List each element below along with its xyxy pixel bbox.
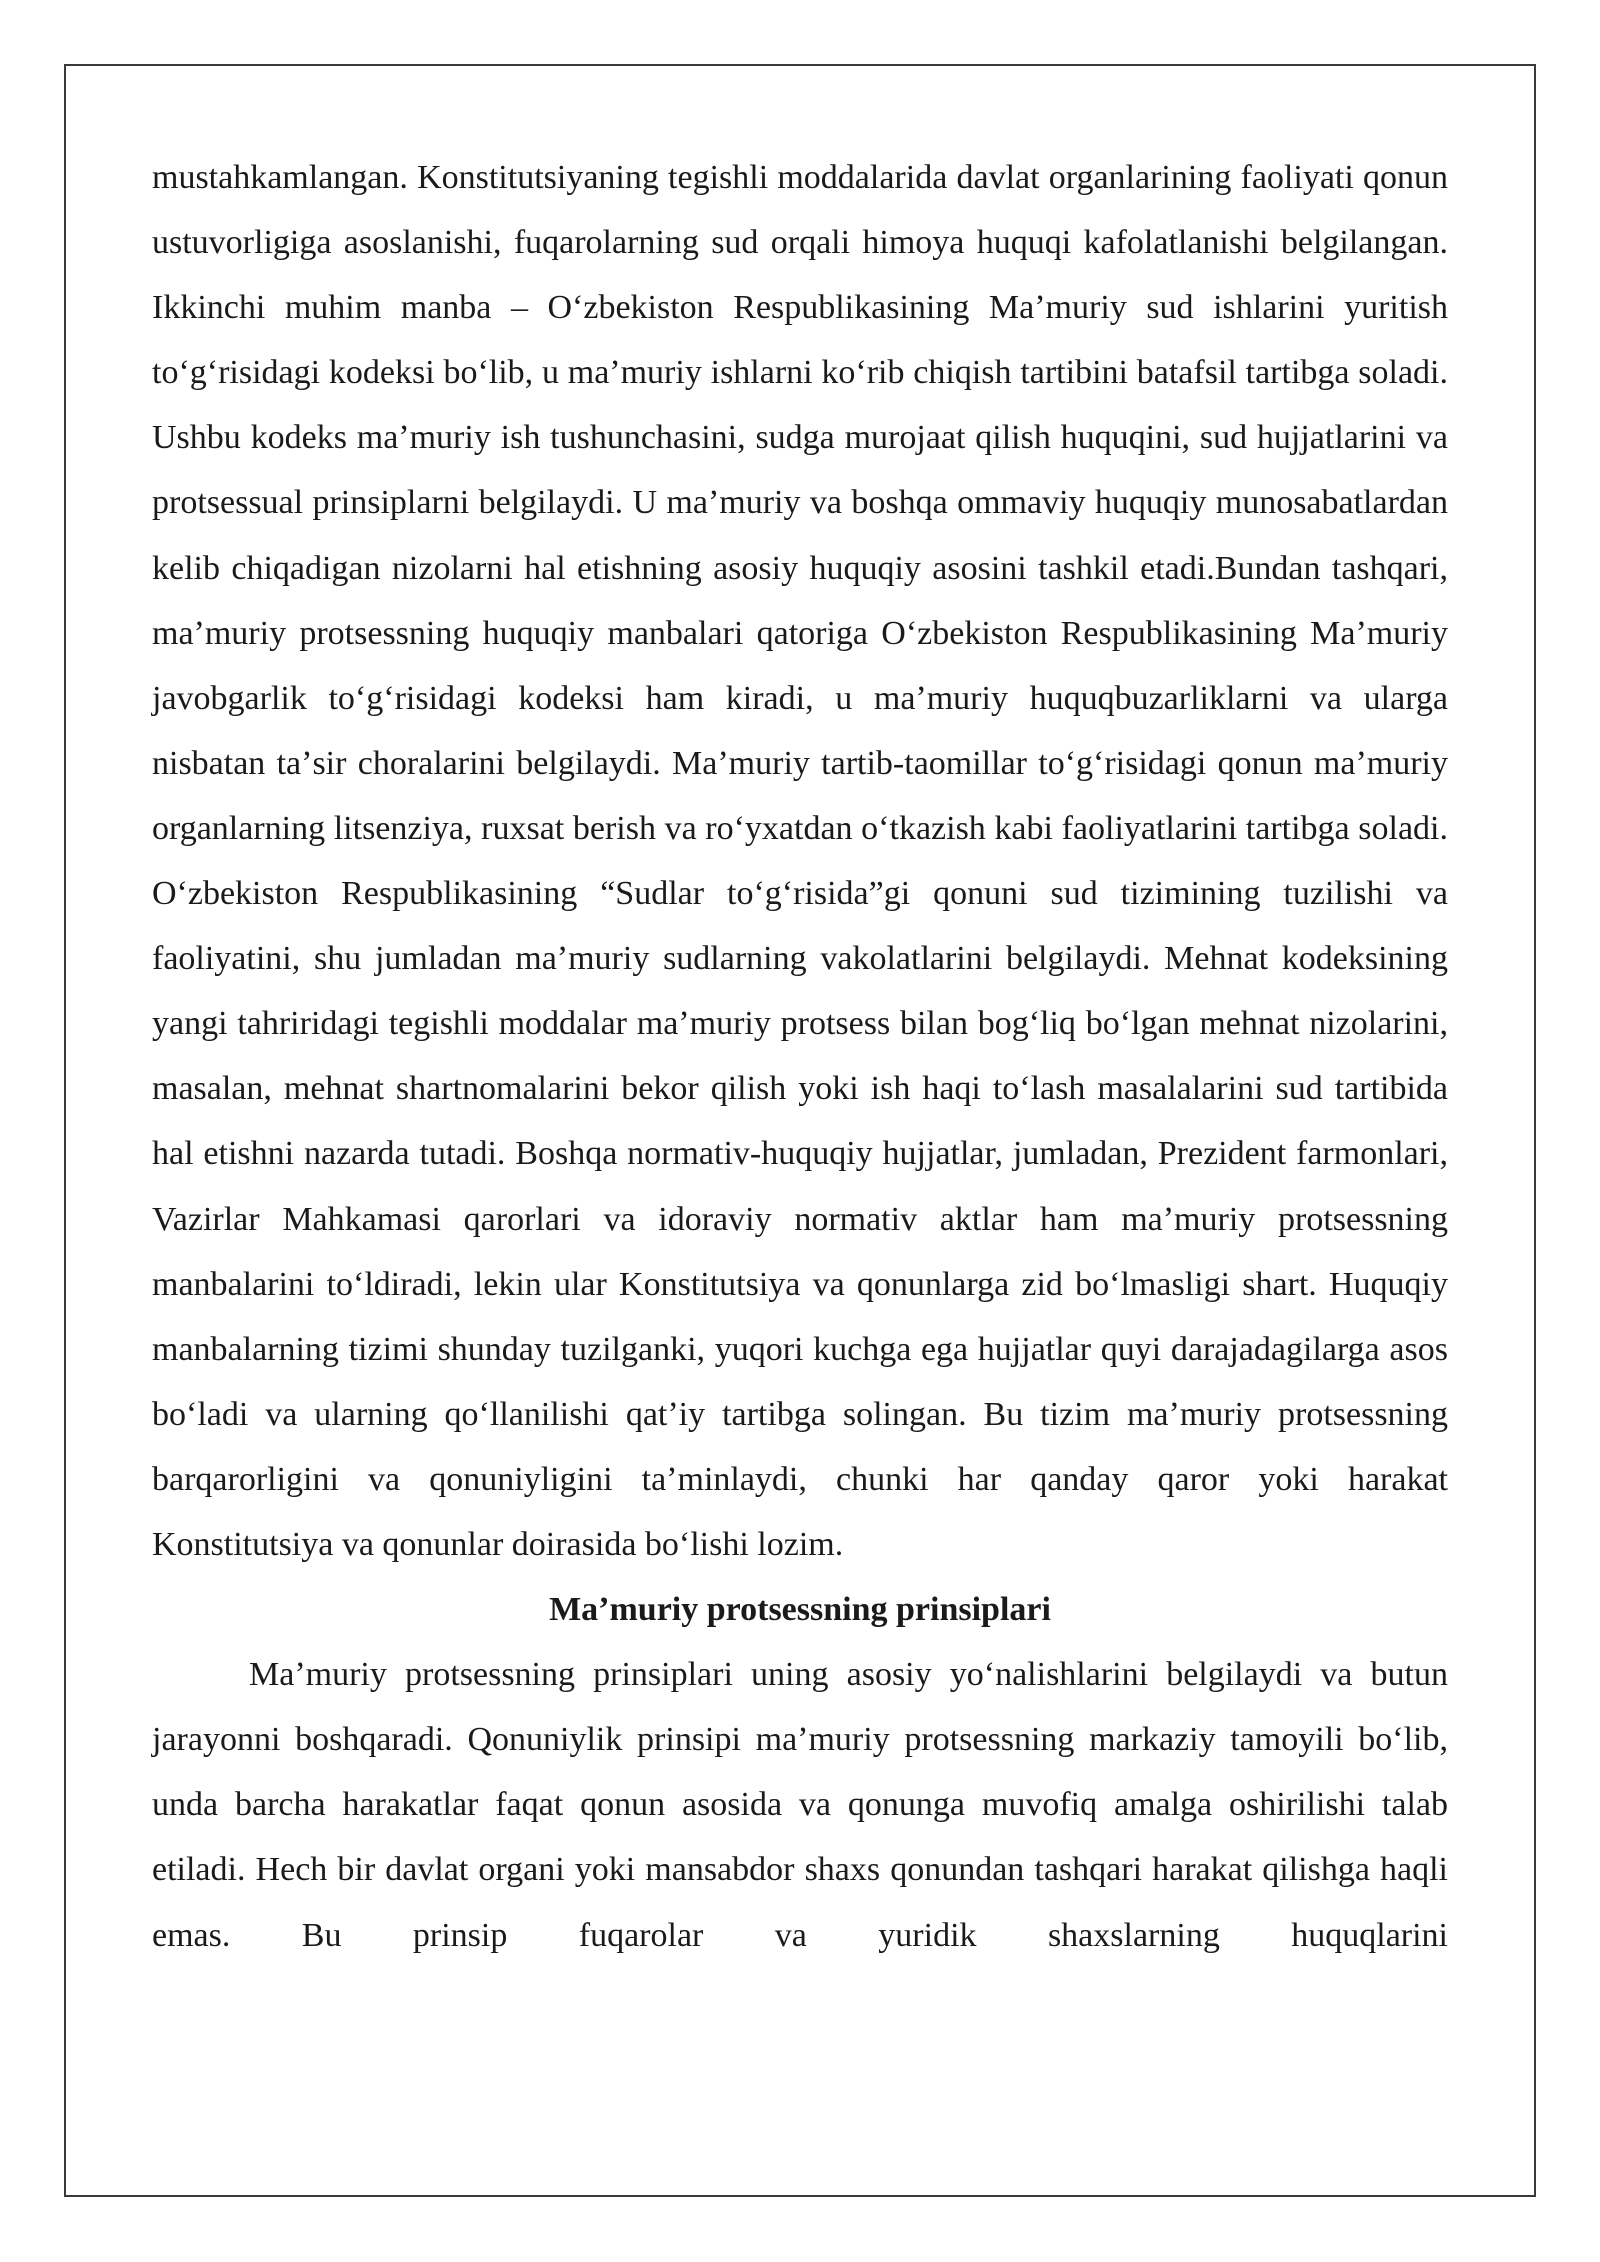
body-paragraph: mustahkamlangan. Konstitutsiyaning tegishli moddalarida davlat organlarining faoliyati qonun ustuvorligiga asoslanishi, fuqarolarning sud orqali himoya huquqi kafolatlanishi belgilangan. Ikkinchi muhim manba – Oʻzbekiston Respublikasining Maʼmuriy sud ishlarini yuritish toʻgʻrisidagi kodeksi boʻlib, u maʼmuriy ishlarni koʻrib chiqish tartibini batafsil tartibga soladi. Ushbu kodeks maʼmuriy ish tushunchasini, sudga murojaat qilish huquqini, sud hujjatlarini va protsessual prinsiplarni belgilaydi. U maʼmuriy va boshqa ommaviy huquqiy munosabatlardan kelib chiqadigan nizolarni hal etishning asosiy huquqiy asosini tashkil etadi.Bundan tashqari, maʼmuriy protsessning huquqiy manbalari qatoriga Oʻzbekiston Respublikasining Maʼmuriy javobgarlik toʻgʻrisidagi kodeksi ham kiradi, u maʼmuriy huquqbuzarliklarni va ularga nisbatan taʼsir choralarini belgilaydi. Maʼmuriy tartib-taomillar toʻgʻrisidagi qonun maʼmuriy organlarning litsenziya, ruxsat berish va roʻyxatdan oʻtkazish kabi faoliyatlarini tartibga soladi. Oʻzbekiston Respublikasining “Sudlar toʻgʻrisida”gi qonuni sud tizimining tuzilishi va faoliyatini, shu jumladan maʼmuriy sudlarning vakolatlarini belgilaydi. Mehnat kodeksining yangi tahriridagi tegishli moddalar maʼmuriy protsess bilan bogʻliq boʻlgan mehnat nizolarini, masalan, mehnat shartnomalarini bekor qilish yoki ish haqi toʻlash masalalarini sud tartibida hal etishni nazarda tutadi. Boshqa normativ-huquqiy hujjatlar, jumladan, Prezident farmonlari, Vazirlar Mahkamasi qarorlari va idoraviy normativ aktlar ham maʼmuriy protsessning manbalarini toʻldiradi, lekin ular Konstitutsiya va qonunlarga zid boʻlmasligi shart. Huquqiy manbalarning tizimi shunday tuzilganki, yuqori kuchga ega hujjatlar quyi darajadagilarga asos boʻladi va ularning qoʻllanilishi qatʼiy tartibga solingan. Bu tizim maʼmuriy protsessning barqarorligini va qonuniyligini taʼminlaydi, chunki har qanday qaror yoki harakat Konstitutsiya va qonunlar doirasida boʻlishi lozim. [152,159,1448,1563]
document-body [152,145,1448,1968]
body-paragraph: Maʼmuriy protsessning prinsiplari uning asosiy yoʻnalishlarini belgilaydi va butun jarayonni boshqaradi. Qonuniylik prinsipi maʼmuriy protsessning markaziy tamoyili boʻlib, unda barcha harakatlar faqat qonun asosida va qonunga muvofiq amalga oshirilishi talab etiladi. Hech bir davlat organi yoki mansabdor shaxs qonundan tashqari harakat qilishga haqli emas. Bu prinsip fuqarolar va yuridik shaxslarning huquqlarini [152,1656,1448,1954]
section-heading: Maʼmuriy protsessning prinsiplari [549,1591,1051,1629]
